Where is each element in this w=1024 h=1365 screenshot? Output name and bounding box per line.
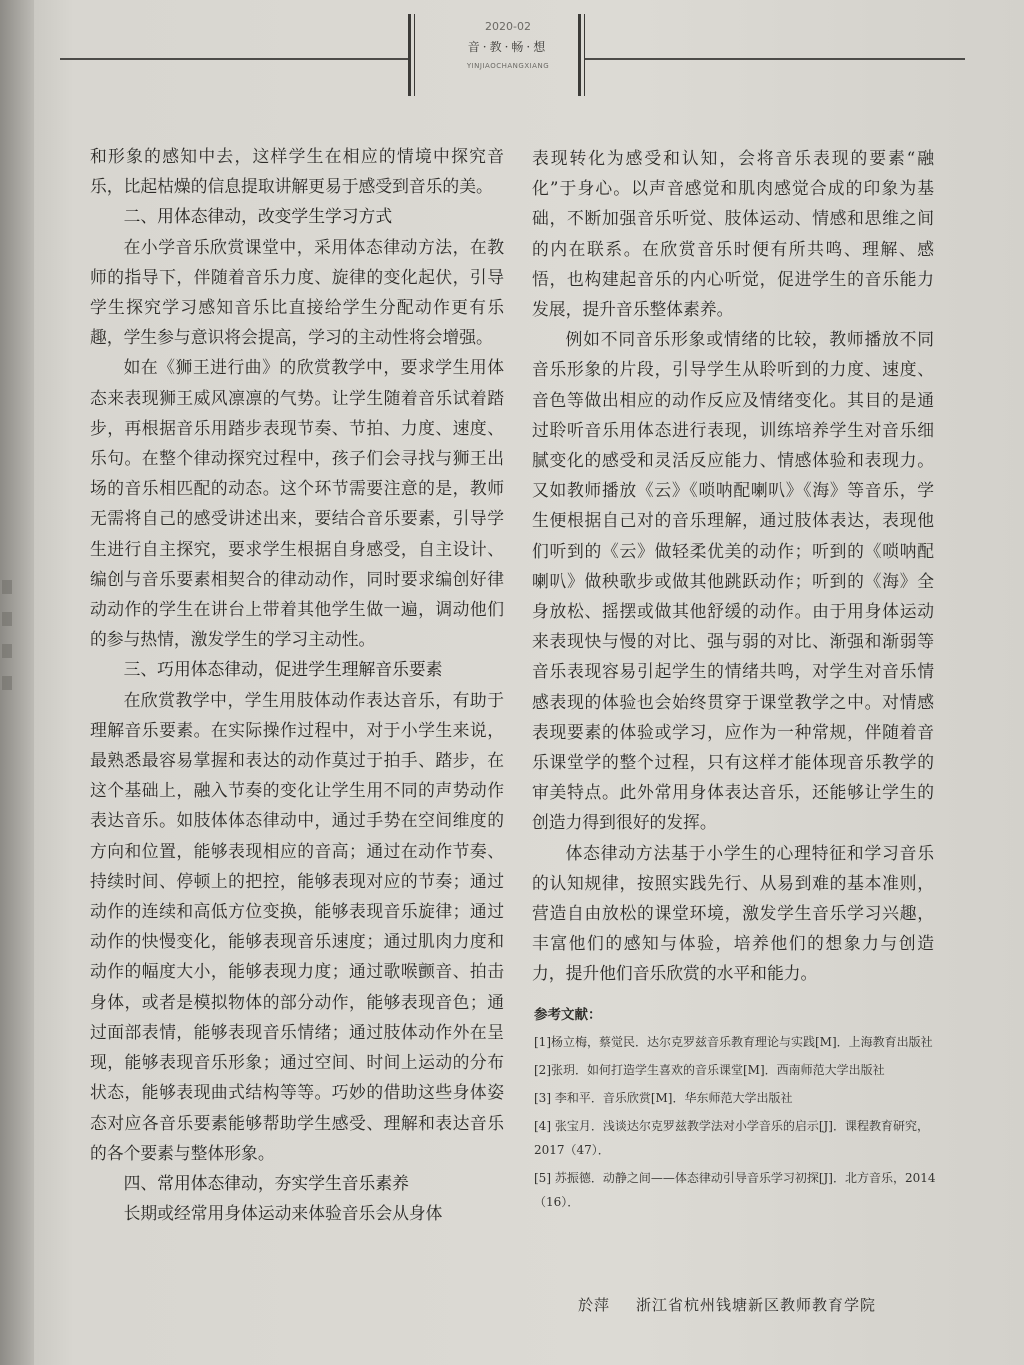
header-line-left	[60, 58, 408, 60]
issue-number: 2020-02	[485, 20, 531, 33]
author-name: 於萍	[578, 1296, 611, 1314]
header-rule-right-thin	[584, 14, 585, 96]
paragraph: 体态律动方法基于小学生的心理特征和学习音乐的认知规律，按照实践先行、从易到难的基本准则，营造自由放松的课堂环境，激发学生音乐学习兴趣，丰富他们的感知与体验，培养他们的想象力与创造力，提升他们音乐欣赏的水平和能力。	[532, 842, 934, 984]
facing-page-edge	[0, 0, 34, 1365]
header-rule-left-thin	[414, 14, 415, 96]
paragraph: 在小学音乐欣赏课堂中，采用体态律动方法，在教师的指导下，伴随着音乐力度、旋律的变化起伏，引导学生探究学习感知音乐比直接给学生分配动作更有乐趣，学生参与意识将会提高，学习的主动性将会增强。	[90, 236, 504, 348]
reference-item: [2]张玥．如何打造学生喜欢的音乐课堂[M]．西南师范大学出版社	[534, 1063, 885, 1077]
paragraph: 长期或经常用身体运动来体验音乐会从身体	[123, 1203, 443, 1224]
references	[534, 1000, 944, 1218]
author-line	[578, 1294, 958, 1315]
reference-item: [3] 李和平．音乐欣赏[M]．华东师范大学出版社	[534, 1091, 793, 1105]
header-line-right	[585, 58, 965, 60]
section-heading: 三、巧用体态律动，促进学生理解音乐要素	[123, 659, 443, 680]
left-text-column	[90, 141, 504, 1228]
right-text-column	[532, 143, 934, 989]
facing-page-text-trace	[2, 580, 16, 760]
paragraph: 表现转化为感受和认知，会将音乐表现的要素“融化”于身心。以声音感觉和肌肉感觉合成的印象为基础，不断加强音乐听觉、肢体运动、情感和思维之间的内在联系。在欣赏音乐时便有所共鸣、理解、感悟，也构建起音乐的内心听觉，促进学生的音乐能力发展，提升音乐整体素养。	[532, 148, 934, 320]
paragraph: 例如不同音乐形象或情绪的比较，教师播放不同音乐形象的片段，引导学生从聆听到的力度、速度、音色等做出相应的动作反应及情绪变化。其目的是通过聆听音乐用体态进行表现，训练培养学生对音乐细腻变化的感受和灵活反应能力、情感体验和表现力。又如教师播放《云》《唢呐配喇叭》《海》等音乐，学生便根据自己对的音乐理解，通过肢体表达，表现他们听到的《云》做轻柔优美的动作；听到的《唢呐配喇叭》做秧歌步或做其他跳跃动作；听到的《海》全身放松、摇摆或做其他舒缓的动作。由于用身体运动来表现快与慢的对比、强与弱的对比、渐强和渐弱等音乐表现容易引起学生的情绪共鸣，对学生对音乐情感表现的体验也会始终贯穿于课堂教学之中。对情感表现要素的体验或学习，应作为一种常规，伴随着音乐课堂学的整个过程，只有这样才能体现音乐教学的审美特点。此外常用身体表达音乐，还能够让学生的创造力得到很好的发挥。	[532, 329, 934, 833]
column-title: 音·教·畅·想	[467, 40, 549, 54]
section-heading: 二、用体态律动，改变学生学习方式	[123, 206, 393, 227]
section-heading: 四、常用体态律动，夯实学生音乐素养	[123, 1172, 409, 1193]
paragraph: 和形象的感知中去，这样学生在相应的情境中探究音乐，比起枯燥的信息提取讲解更易于感受到音乐的美。	[90, 146, 504, 197]
reference-item: [1]杨立梅，蔡觉民．达尔克罗兹音乐教育理论与实践[M]．上海教育出版社	[534, 1035, 933, 1049]
author-affiliation: 浙江省杭州钱塘新区教师教育学院	[636, 1296, 877, 1314]
references-list	[534, 1030, 944, 1214]
paragraph: 在欣赏教学中，学生用肢体动作表达音乐，有助于理解音乐要素。在实际操作过程中，对于小学生来说，最熟悉最容易掌握和表达的动作莫过于拍手、踏步，在这个基础上，融入节奏的变化让学生用不同的声势动作表达音乐。如肢体体态律动中，通过手势在空间维度的方向和位置，能够表现相应的音高；通过在动作节奏、持续时间、停顿上的把控，能够表现对应的节奏；通过动作的连续和高低方位变换，能够表现音乐旋律；通过动作的快慢变化，能够表现音乐速度；通过肌肉力度和动作的幅度大小，能够表现力度；通过歌喉颤音、拍击身体，或者是模拟物体的部分动作，能够表现音色；通过面部表情，能够表现音乐情绪；通过肢体动作外在呈现，能够表现音乐形象；通过空间、时间上运动的分布状态，能够表现曲式结构等等。巧妙的借助这些身体姿态对应各音乐要素能够帮助学生感受、理解和表达音乐的各个要素与整体形象。	[90, 689, 504, 1163]
reference-item: [4] 张宝月．浅谈达尔克罗兹教学法对小学音乐的启示[J]．课程教育研究，2017（47）．	[534, 1119, 929, 1157]
header-rule-right	[578, 14, 581, 96]
paragraph: 如在《狮王进行曲》的欣赏教学中，要求学生用体态来表现狮王威风凛凛的气势。让学生随着音乐试着踏步，再根据音乐用踏步表现节奏、节拍、力度、速度、乐句。在整个律动探究过程中，孩子们会寻找与狮王出场的音乐相匹配的动态。这个环节需要注意的是，教师无需将自己的感受讲述出来，要结合音乐要素，引导学生进行自主探究，要求学生根据自身感受，自主设计、编创与音乐要素相契合的律动动作，同时要求编创好律动动作的学生在讲台上带着其他学生做一遍，调动他们的参与热情，激发学生的学习主动性。	[90, 357, 504, 650]
header-rule-left	[408, 14, 411, 96]
reference-item: [5] 苏振德．动静之间——体态律动引导音乐学习初探[J]．北方音乐，2014（16）．	[534, 1171, 936, 1209]
column-pinyin: YINJIAOCHANGXIANG	[466, 62, 550, 70]
references-heading: 参考文献：	[534, 1007, 602, 1023]
